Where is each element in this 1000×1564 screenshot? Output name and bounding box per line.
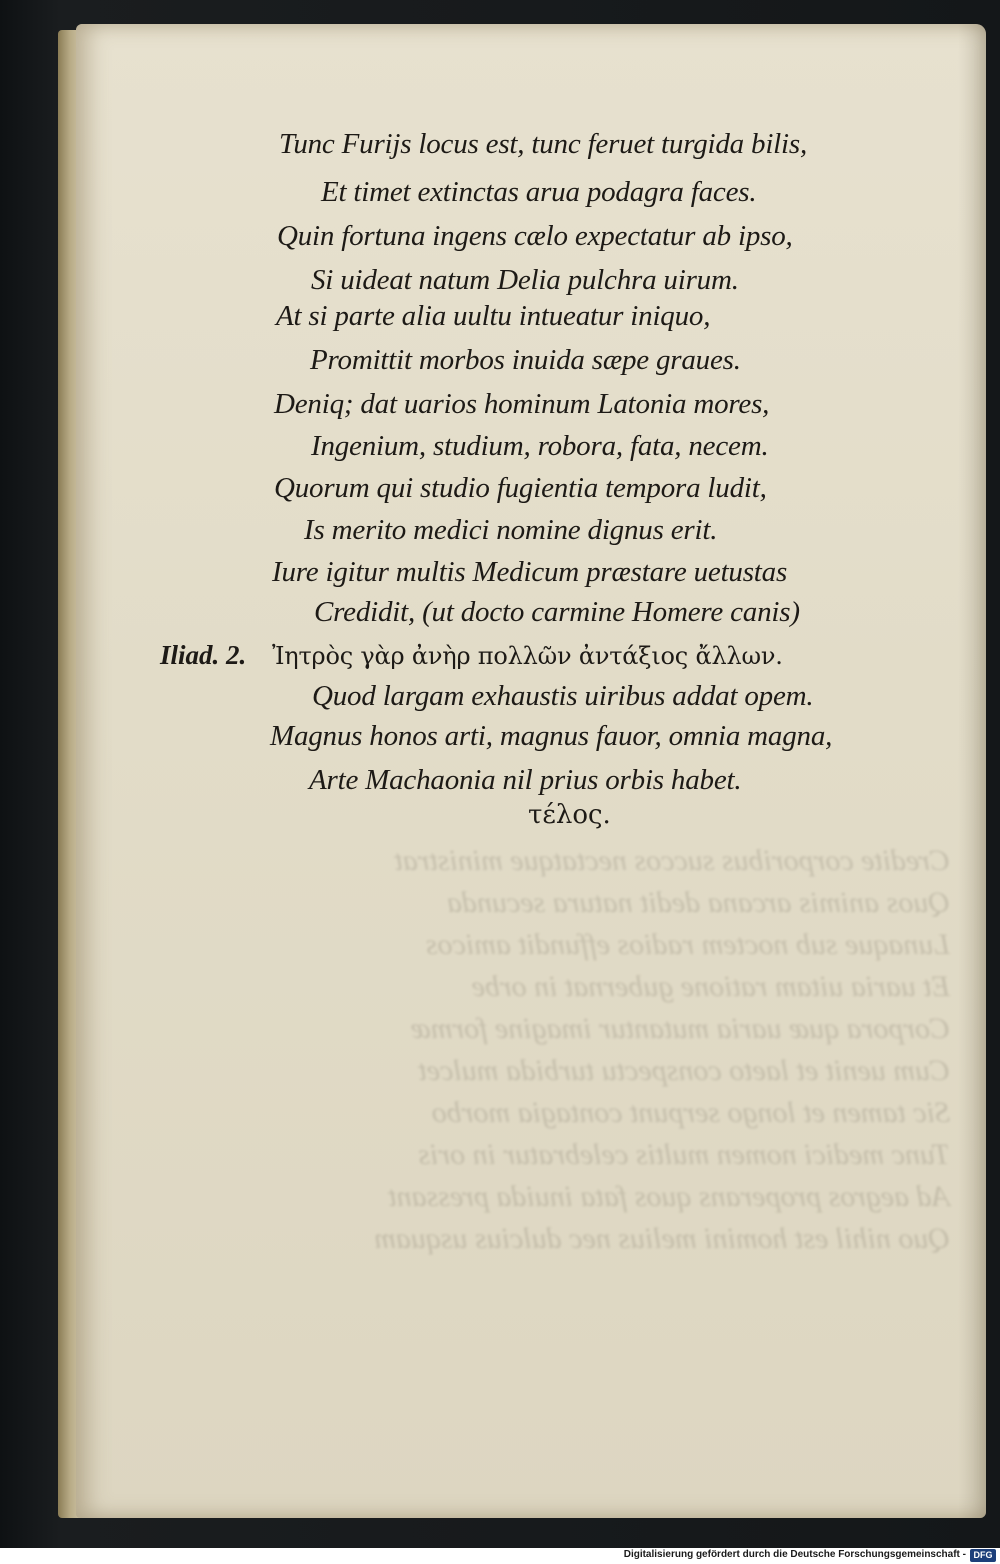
- verse-line: Is merito medici nomine dignus erit.: [304, 514, 718, 546]
- digitization-credit: Digitalisierung gefördert durch die Deutsche Forschungsgemeinschaft -: [623, 1549, 966, 1560]
- verse-line: Credidit, (ut docto carmine Homere canis): [314, 596, 800, 628]
- verse-line: Ingenium, studium, robora, fata, necem.: [311, 430, 769, 462]
- verse-line: Quorum qui studio fugientia tempora ludit,: [274, 472, 767, 504]
- bleed-through-text: Credite corporibus succos nectatque ministrat Quos animis arcana dedit natura secunda Lunaque sub noctem radios effundit amicos Et uaria uitam ratione gubernat in orbe Corpora quæ uaria mutantur imagine formæ Cum uenit et laeto conspectu turbida mulcet Sic tamen et longo serpunt contagia morbo Tunc medici nomen multis celebratur in oris Ad aegros properans quos fata inuida pressant Quo nihil est homini melius nec dulcius usquam: [374, 844, 950, 1255]
- verse-line: Iure igitur multis Medicum præstare uetustas: [272, 556, 788, 588]
- verse-line: At si parte alia uultu intueatur iniquo,: [276, 300, 711, 332]
- greek-verse-line: Ἰητρὸς γὰρ ἀνὴρ πολλῶν ἀντάξιος ἄλλων.: [272, 642, 783, 670]
- closing-word: τέλος.: [528, 800, 611, 830]
- verse-line: Quin fortuna ingens cælo expectatur ab ipso,: [277, 220, 793, 252]
- verse-line: Et timet extinctas arua podagra faces.: [321, 176, 757, 208]
- verse-line: Quod largam exhaustis uiribus addat opem.: [312, 680, 814, 712]
- dfg-logo-icon: DFG: [970, 1549, 996, 1562]
- verse-line: Deniq; dat uarios hominum Latonia mores,: [274, 388, 770, 420]
- verse-line: Si uideat natum Delia pulchra uirum.: [311, 264, 739, 296]
- verse-line: Magnus honos arti, magnus fauor, omnia magna,: [270, 720, 833, 752]
- verse-line: Arte Machaonia nil prius orbis habet.: [309, 764, 742, 796]
- verse-line: Tunc Furijs locus est, tunc feruet turgida bilis,: [279, 128, 808, 160]
- verse-line: Promittit morbos inuida sæpe graues.: [310, 344, 741, 376]
- margin-note: Iliad. 2.: [160, 640, 247, 670]
